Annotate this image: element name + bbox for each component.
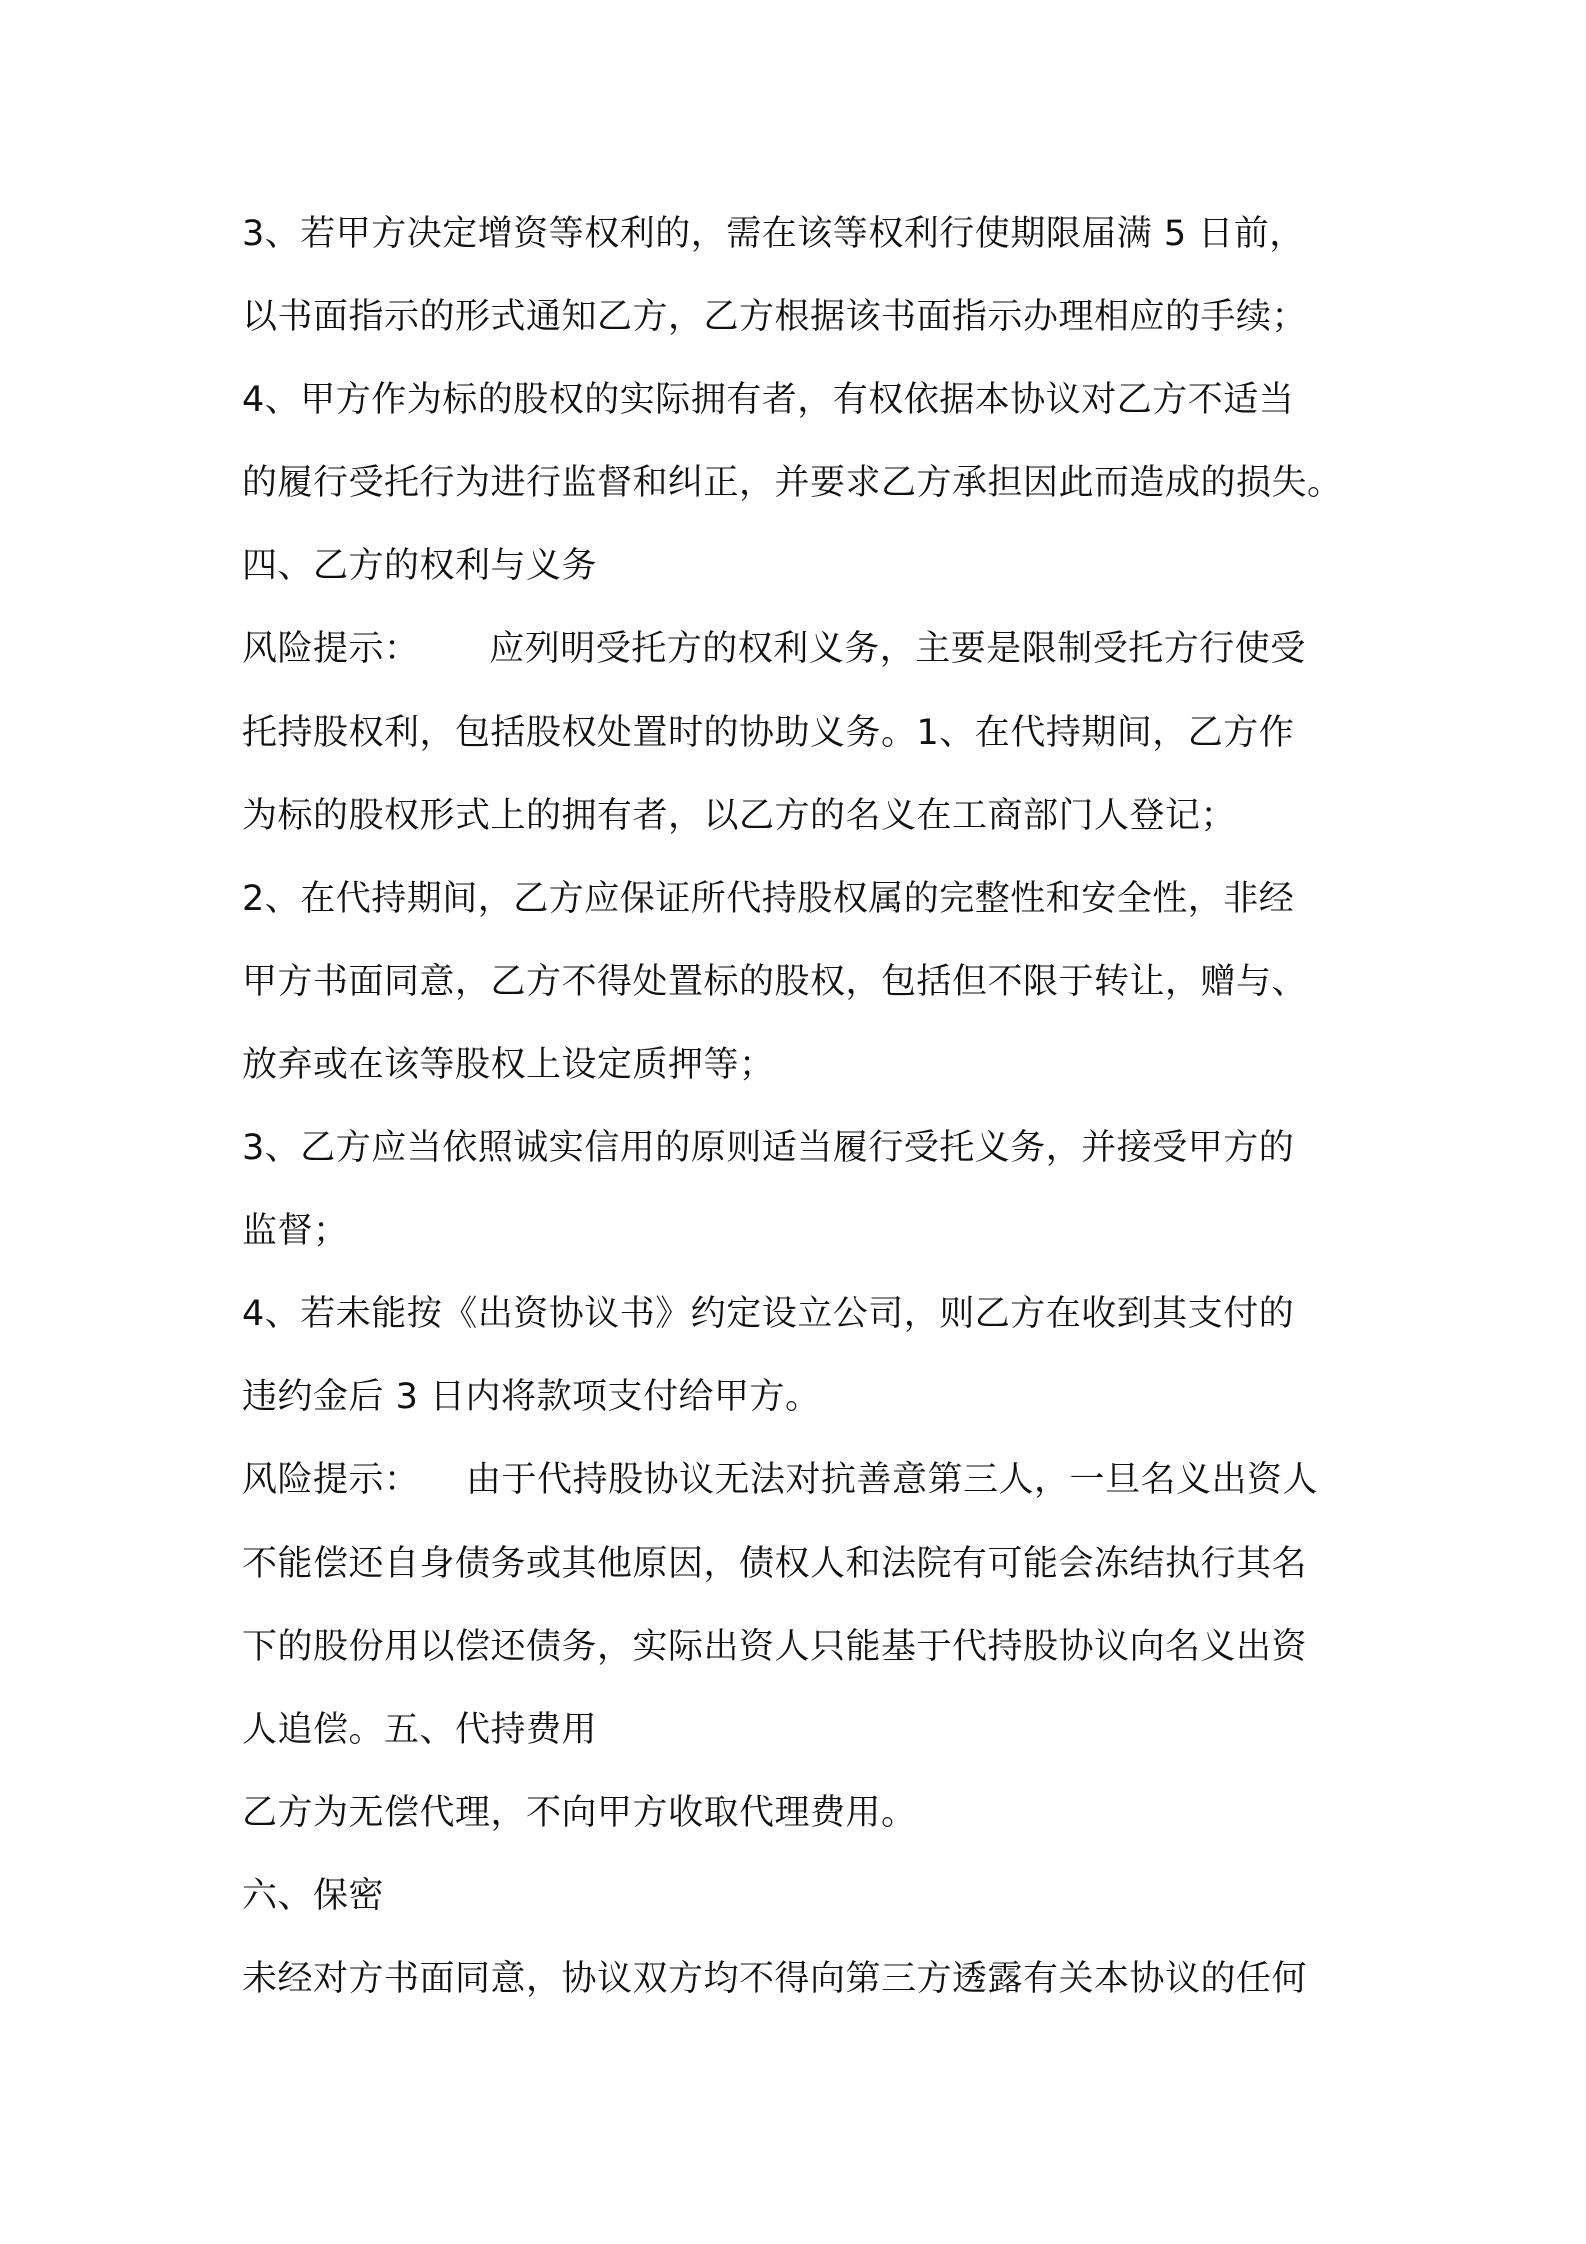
- text-line: 4、甲方作为标的股权的实际拥有者，有权依据本协议对乙方不适当: [242, 380, 1295, 421]
- text-line: 2、在代持期间，乙方应保证所代持股权属的完整性和安全性，非经: [242, 878, 1295, 919]
- text-line: 风险提示： 由于代持股协议无法对抗善意第三人，一旦名义出资人: [242, 1460, 1319, 1501]
- text-line: 违约金后 3 日内将款项支付给甲方。: [242, 1377, 821, 1418]
- text-line: 4、若未能按《出资协议书》约定设立公司，则乙方在收到其支付的: [242, 1294, 1295, 1335]
- text-line: 人追偿。五、代持费用: [242, 1709, 598, 1750]
- section-heading: 六、保密: [242, 1875, 385, 1916]
- text-line: 3、若甲方决定增资等权利的，需在该等权利行使期限届满 5 日前，: [242, 214, 1305, 254]
- text-line: 甲方书面同意，乙方不得处置标的股权，包括但不限于转让，赠与、: [242, 961, 1308, 1002]
- document-body: [242, 193, 1372, 2021]
- text-line: 下的股份用以偿还债务，实际出资人只能基于代持股协议向名义出资: [242, 1626, 1308, 1667]
- section-heading: 四、乙方的权利与义务: [242, 546, 598, 587]
- text-line: 3、乙方应当依照诚实信用的原则适当履行受托义务，并接受甲方的: [242, 1128, 1295, 1169]
- text-line: 放弃或在该等股权上设定质押等；: [242, 1044, 775, 1085]
- text-line: 风险提示： 应列明受托方的权利义务，主要是限制受托方行使受: [242, 629, 1306, 670]
- text-line: 为标的股权形式上的拥有者，以乙方的名义在工商部门人登记；: [242, 795, 1237, 836]
- text-line: 监督；: [242, 1211, 349, 1252]
- text-line: 以书面指示的形式通知乙方，乙方根据该书面指示办理相应的手续；: [242, 297, 1308, 338]
- text-line: 托持股权利，包括股权处置时的协助义务。1、在代持期间，乙方作: [242, 712, 1295, 753]
- text-line: 乙方为无偿代理，不向甲方收取代理费用。: [242, 1792, 917, 1833]
- text-line: 未经对方书面同意，协议双方均不得向第三方透露有关本协议的任何: [242, 1958, 1308, 1999]
- text-line: 的履行受托行为进行监督和纠正，并要求乙方承担因此而造成的损失。: [242, 463, 1343, 504]
- text-line: 不能偿还自身债务或其他原因，债权人和法院有可能会冻结执行其名: [242, 1543, 1308, 1584]
